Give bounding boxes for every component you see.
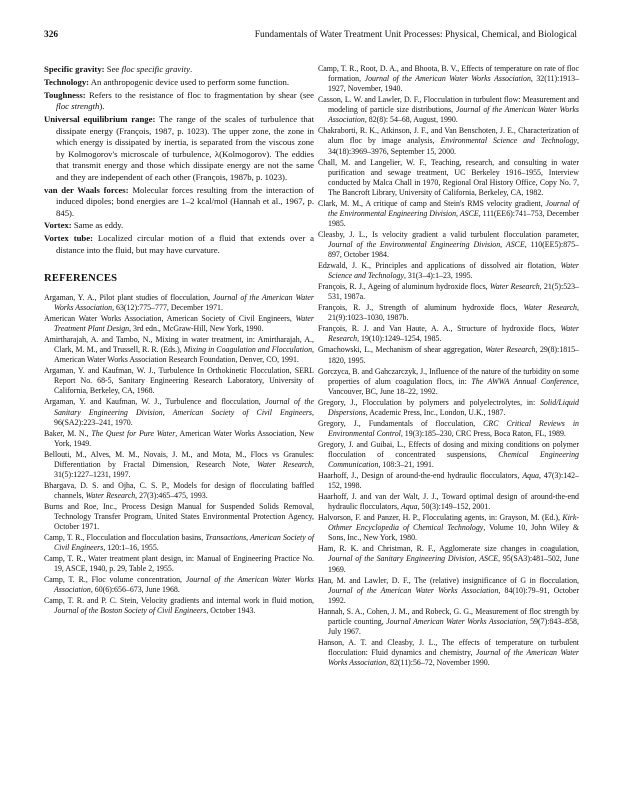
text: Bhargava, D. S. and Ojha, C. S. P., Models for design of flocculating baffled channels, xyxy=(44,480,314,500)
text: , 50(3):149–152, 2001. xyxy=(417,502,491,512)
italic-text: Kirk-Othmer Encyclopedia of Chemical Technology xyxy=(328,513,579,533)
italic-text: Water Research xyxy=(85,490,136,500)
text: Chall, M. and Langelier, W. F., Teaching, research, and consulting in water purification and sewage treatment, UC Berkeley 1916–1955, Interview conducted by Malca Chall in 1970, Regional Oral History Office, Copy No. 7, The Bancroft Library, University of California, Berkeley, CA, 1982. xyxy=(318,157,579,197)
text: Camp, T. R., Floc volume concentration, xyxy=(44,575,186,585)
text: François, R. J., Strength of aluminum hydroxide flocs, xyxy=(318,303,524,313)
glossary-term: van der Waals forces: xyxy=(44,184,129,195)
text: , 3rd edn., McGraw-Hill, New York, 1990. xyxy=(129,324,264,334)
glossary-entry xyxy=(44,90,314,113)
italic-text: Environmental Science and Technology xyxy=(440,136,578,146)
reference-entry xyxy=(44,481,314,501)
glossary-term: Vortex tube: xyxy=(44,233,93,244)
text: . xyxy=(189,64,193,74)
text: Halvorson, F. and Panzer, H. P., Flocculating agents, in: Grayson, M. (Ed.), xyxy=(318,513,563,523)
references-heading: REFERENCES xyxy=(44,273,118,285)
reference-entry xyxy=(318,95,579,125)
glossary-term: Universal equilibrium range: xyxy=(44,114,156,125)
reference-entry xyxy=(318,398,579,418)
italic-text: Journal of the American Water Works Association xyxy=(54,575,315,595)
glossary xyxy=(44,64,314,256)
reference-entry xyxy=(318,513,579,543)
text: , American Water Works Association, New York, 1949. xyxy=(54,428,314,448)
italic-text: Journal of the American Water Works Association xyxy=(54,292,314,313)
text: , 21(5):523–531, 1987a. xyxy=(328,282,579,302)
italic-text: Journal of the Environmental Engineering Division, ASCE xyxy=(328,240,525,250)
reference-entry xyxy=(44,293,314,313)
reference-entry xyxy=(318,261,579,281)
text: , Volume 10, John Wiley & Sons, Inc., New York, 1980. xyxy=(328,523,580,543)
text: See xyxy=(104,64,122,74)
text: Argaman, Y. and Kaufman, W. J., Turbulence and flocculation, xyxy=(44,397,266,407)
text: Argaman, Y. and Kaufman, W. J., Turbulence In Orthokinetic Flocculation, SERL Report No. 68-5, Sanitary Engineering Research Laboratory, University of California, Berkeley, CA, 1968. xyxy=(44,366,314,396)
text: Gregory, J. and Guibai, L., Effects of dosing and mixing conditions on polymer flocculation of concentrated suspensions, xyxy=(318,439,579,459)
reference-entry xyxy=(318,64,579,94)
text: Burns and Roe, Inc., Process Design Manual for Suspended Solids Removal, Technology Transfer Program, United States Environmental Protection Agency, October 1971. xyxy=(44,501,314,532)
text: Same as eddy. xyxy=(71,220,124,231)
glossary-term: Toughness: xyxy=(44,89,86,100)
text: Gregory, J., Flocculation by polymers and polyelectrolytes, in: xyxy=(318,397,540,407)
italic-text: Mixing in Coagulation and Flocculation xyxy=(183,345,313,355)
text: , 59(7):843–858, July 1967. xyxy=(328,616,579,636)
text: Edzwald, J. K., Principles and applications of dissolved air flotation, xyxy=(318,261,561,271)
italic-text: Journal of the American Water Works Association xyxy=(328,647,579,668)
text: , 31(5):1227–1231, 1997. xyxy=(54,459,314,479)
italic-text: Journal of the American Water Works Association xyxy=(328,585,499,595)
italic-text: Aqua xyxy=(400,502,418,512)
text: , Academic Press, Inc., London, U.K., 1987. xyxy=(365,407,506,417)
text: , 60(6):656–673, June 1968. xyxy=(90,585,180,595)
text: The range of the scales of turbulence that dissipate energy (François, 1987, p. 1023). The upper zone, the zone in which energy is dissipated by inertia, is separated from the viscous zone by Kolmogorov's microscale of turbulence, λ(Kolmogorov). The eddies that transmit energy and those which dissipate energy are not the same and they are independent of each other (François, 1987b, p. 1023). xyxy=(56,114,314,182)
glossary-entry xyxy=(44,114,314,183)
italic-text: Water Treatment Plant Design xyxy=(54,314,314,334)
text: , 108:3–21, 1991. xyxy=(378,460,434,470)
text: , 110(EE5):875–897, October 1984. xyxy=(328,240,579,260)
reference-entry xyxy=(318,576,579,606)
italic-text: Water Research xyxy=(328,324,579,344)
text: Haarhoff, J. and van der Walt, J. J., Toward optimal design of around-the-end hydraulic flocculators, xyxy=(318,492,579,512)
glossary-entry xyxy=(44,185,314,220)
text: Argaman, Y. A., Pilot plant studies of flocculation, xyxy=(44,292,213,302)
text: Gregory, J., Fundamentals of flocculation, xyxy=(318,418,484,428)
reference-entry xyxy=(44,502,314,532)
reference-entry xyxy=(44,314,314,334)
reference-entry xyxy=(44,450,314,480)
glossary-entry xyxy=(44,64,314,76)
text: Camp, T. R., Flocculation and flocculation basins, xyxy=(44,533,206,543)
reference-entry xyxy=(44,554,314,574)
reference-entry xyxy=(318,345,579,365)
reference-entry xyxy=(318,199,579,229)
text: , 29(8):1815–1820, 1995. xyxy=(328,345,579,365)
text: Cleasby, J. L., Is velocity gradient a valid turbulent flocculation parameter, xyxy=(318,229,579,239)
text: Hannah, S. A., Cohen, J. M., and Robeck, G. G., Measurement of floc strength by particle counting, xyxy=(318,606,579,626)
text: , 21(9):1023–1030, 1987b. xyxy=(328,303,579,323)
text: Han, M. and Lawler, D. F., The (relative) insignificance of G in flocculation, xyxy=(318,575,579,585)
reference-entry xyxy=(318,303,579,323)
glossary-entry xyxy=(44,233,314,256)
reference-entry xyxy=(44,596,314,616)
text: Molecular forces resulting from the interaction of induced dipoles; bond energies are 1–2 kcal/mol (Hannah et al., 1967, p. 845). xyxy=(56,184,314,218)
italic-text: floc specific gravity xyxy=(121,64,190,74)
reference-entry xyxy=(318,638,579,668)
glossary-term: Technology: xyxy=(44,76,90,87)
text: , 34(18):3969–3976, September 15, 2000. xyxy=(328,136,579,156)
text: , 84(10):79–91, October 1992. xyxy=(328,585,579,605)
text: Gmachowski, L., Mechanism of shear aggregation, xyxy=(318,345,486,355)
text: , 31(3–4):1–23, 1995. xyxy=(403,271,473,281)
text: Ham, R. K. and Christman, R. F., Agglomerate size changes in coagulation, xyxy=(318,544,579,554)
reference-entry xyxy=(318,324,579,344)
text: , 111(EE6):741–753, December 1985. xyxy=(328,208,579,228)
italic-text: Journal of the Environmental Engineering Division, ASCE xyxy=(328,198,579,218)
italic-text: The Quest for Pure Water xyxy=(91,428,176,438)
text: Haarhoff, J., Design of around-the-end hydraulic flocculators, xyxy=(318,471,523,481)
text: , 19(3):185–230, CRC Press, Boca Raton, FL, 1989. xyxy=(400,428,566,438)
text: Localized circular motion of a fluid that extends over a distance into the fluid, but may have curvature. xyxy=(56,233,314,255)
italic-text: Journal of the American Water Works Association xyxy=(364,74,531,84)
text: Gorczyca, B. and Gahczarczyk, J., Influence of the nature of the turbidity on some properties of alum coagulation flocs, in: xyxy=(318,366,579,386)
italic-text: Journal of the American Water Works Association xyxy=(328,105,579,125)
text: Amirtharajah, A. and Tambo, N., Mixing in water treatment, in: Amirtharajah, A., Clark, M. M., and Trussell, R. R. (Eds.), xyxy=(44,335,314,355)
text: François, R. J. and Van Haute, A. A., Structure of hydroxide flocs, xyxy=(318,324,561,334)
text: François, R. J., Ageing of aluminum hydroxide flocs, xyxy=(318,282,490,292)
glossary-entry xyxy=(44,220,314,232)
reference-entry xyxy=(318,126,579,156)
page-number: 326 xyxy=(44,30,59,40)
glossary-term: Vortex: xyxy=(44,220,72,231)
italic-text: Water Research xyxy=(523,303,578,313)
text: , October 1943. xyxy=(206,606,256,616)
text: , 32(11):1913–1927, November, 1940. xyxy=(328,74,580,94)
text: Casson, L. W. and Lawler, D. F., Flocculation in turbulent flow: Measurement and modeling of particle size distributions, xyxy=(318,95,579,115)
references-list-right xyxy=(318,64,579,668)
reference-entry xyxy=(44,429,314,449)
glossary-term: Specific gravity: xyxy=(44,64,105,74)
text: Camp, T. R. and P. C. Stein, Velocity gradients and internal work in fluid motion, xyxy=(44,596,314,606)
text: Chakraborti, R. K., Atkinson, J. F., and Van Benschoten, J. E., Characterization of alum floc by image analysis, xyxy=(318,126,579,146)
reference-entry xyxy=(44,366,314,396)
italic-text: Solid/Liquid Dispersions xyxy=(328,397,579,417)
text: , 120:1–16, 1955. xyxy=(103,543,159,553)
italic-text: Journal American Water Works Association xyxy=(386,616,526,626)
italic-text: Water Science and Technology xyxy=(328,261,579,281)
text: , American Water Works Association Research Foundation, Denver, CO, 1991. xyxy=(54,345,314,365)
running-title: Fundamentals of Water Treatment Unit Processes: Physical, Chemical, and Biological xyxy=(254,30,577,40)
reference-entry xyxy=(318,367,579,397)
reference-entry xyxy=(44,575,314,595)
text: Camp, T. R., Water treatment plant design, in: Manual of Engineering Practice No. 19, ASCE, 1940, p. 29, Table 2, 1955. xyxy=(44,554,314,574)
text: An anthropogenic device used to perform some function. xyxy=(89,76,290,87)
text: ). xyxy=(99,101,105,112)
glossary-entry xyxy=(44,77,314,89)
text: Bellouti, M., Alves, M. M., Novais, J. M., and Mota, M., Flocs vs Granules: Differentiation by Fractal Dimension, Research Note, xyxy=(44,449,314,469)
references-list-left xyxy=(44,293,314,617)
reference-entry xyxy=(44,335,314,365)
text: , 82(8): 54–68, August, 1990. xyxy=(364,115,458,125)
italic-text: Journal of the Sanitary Engineering Division, American Society of Civil Engineers xyxy=(54,397,314,417)
italic-text: Journal of the Sanitary Engineering Division, ASCE xyxy=(328,554,499,564)
text: , Vancouver, BC, June 18–22, 1992. xyxy=(328,376,579,396)
italic-text: Chemical Engineering Communication xyxy=(328,449,579,470)
italic-text: CRC Critical Reviews in Environmental Control xyxy=(328,418,579,438)
italic-text: The AWWA Annual Conference xyxy=(471,376,578,386)
reference-entry xyxy=(318,471,579,491)
text: , 82(11):56–72, November 1990. xyxy=(386,658,490,668)
italic-text: floc strength xyxy=(56,101,100,112)
italic-text: Aqua xyxy=(522,471,539,481)
reference-entry xyxy=(318,440,579,470)
text: Hanson, A. T. and Cleasby, J. L., The effects of temperature on turbulent flocculation: Fluid dynamics and chemistry, xyxy=(318,637,579,657)
text: Baker, M. N., xyxy=(44,428,92,438)
italic-text: Transactions, American Society of Civil Engineers xyxy=(54,533,315,553)
italic-text: Journal of the Boston Society of Civil Engineers xyxy=(54,606,207,616)
italic-text: Water Research xyxy=(485,345,536,355)
text: , 19(10):1249–1254, 1985. xyxy=(357,334,442,344)
text: , 47(3):142–152, 1998. xyxy=(328,471,580,491)
reference-entry xyxy=(318,282,579,302)
text: , 95(SA3):481–502, June 1969. xyxy=(328,554,580,574)
right-column xyxy=(318,64,579,669)
text: Refers to the resistance of floc to fragmentation by shear (see xyxy=(85,89,314,100)
reference-entry xyxy=(44,533,314,553)
reference-entry xyxy=(44,397,314,427)
text: American Water Works Association, American Society of Civil Engineers, xyxy=(44,314,296,324)
text: Clark, M. M., A critique of camp and Stein's RMS velocity gradient, xyxy=(318,198,546,208)
text: , 27(3):465–475, 1993. xyxy=(135,490,208,500)
italic-text: Water Research xyxy=(257,459,313,469)
left-column xyxy=(44,64,314,617)
reference-entry xyxy=(318,607,579,637)
reference-entry xyxy=(318,230,579,260)
text: , 96(SA2):223–241, 1970. xyxy=(54,407,314,427)
reference-entry xyxy=(318,158,579,198)
reference-entry xyxy=(318,492,579,512)
text: , 63(12):775–777, December 1971. xyxy=(112,303,223,313)
reference-entry xyxy=(318,544,579,574)
text: Camp, T. R., Root, D. A., and Bhoota, B. V., Effects of temperature on rate of floc formation, xyxy=(318,64,579,84)
reference-entry xyxy=(318,419,579,439)
page-header xyxy=(44,30,577,44)
italic-text: Water Research xyxy=(489,282,540,292)
